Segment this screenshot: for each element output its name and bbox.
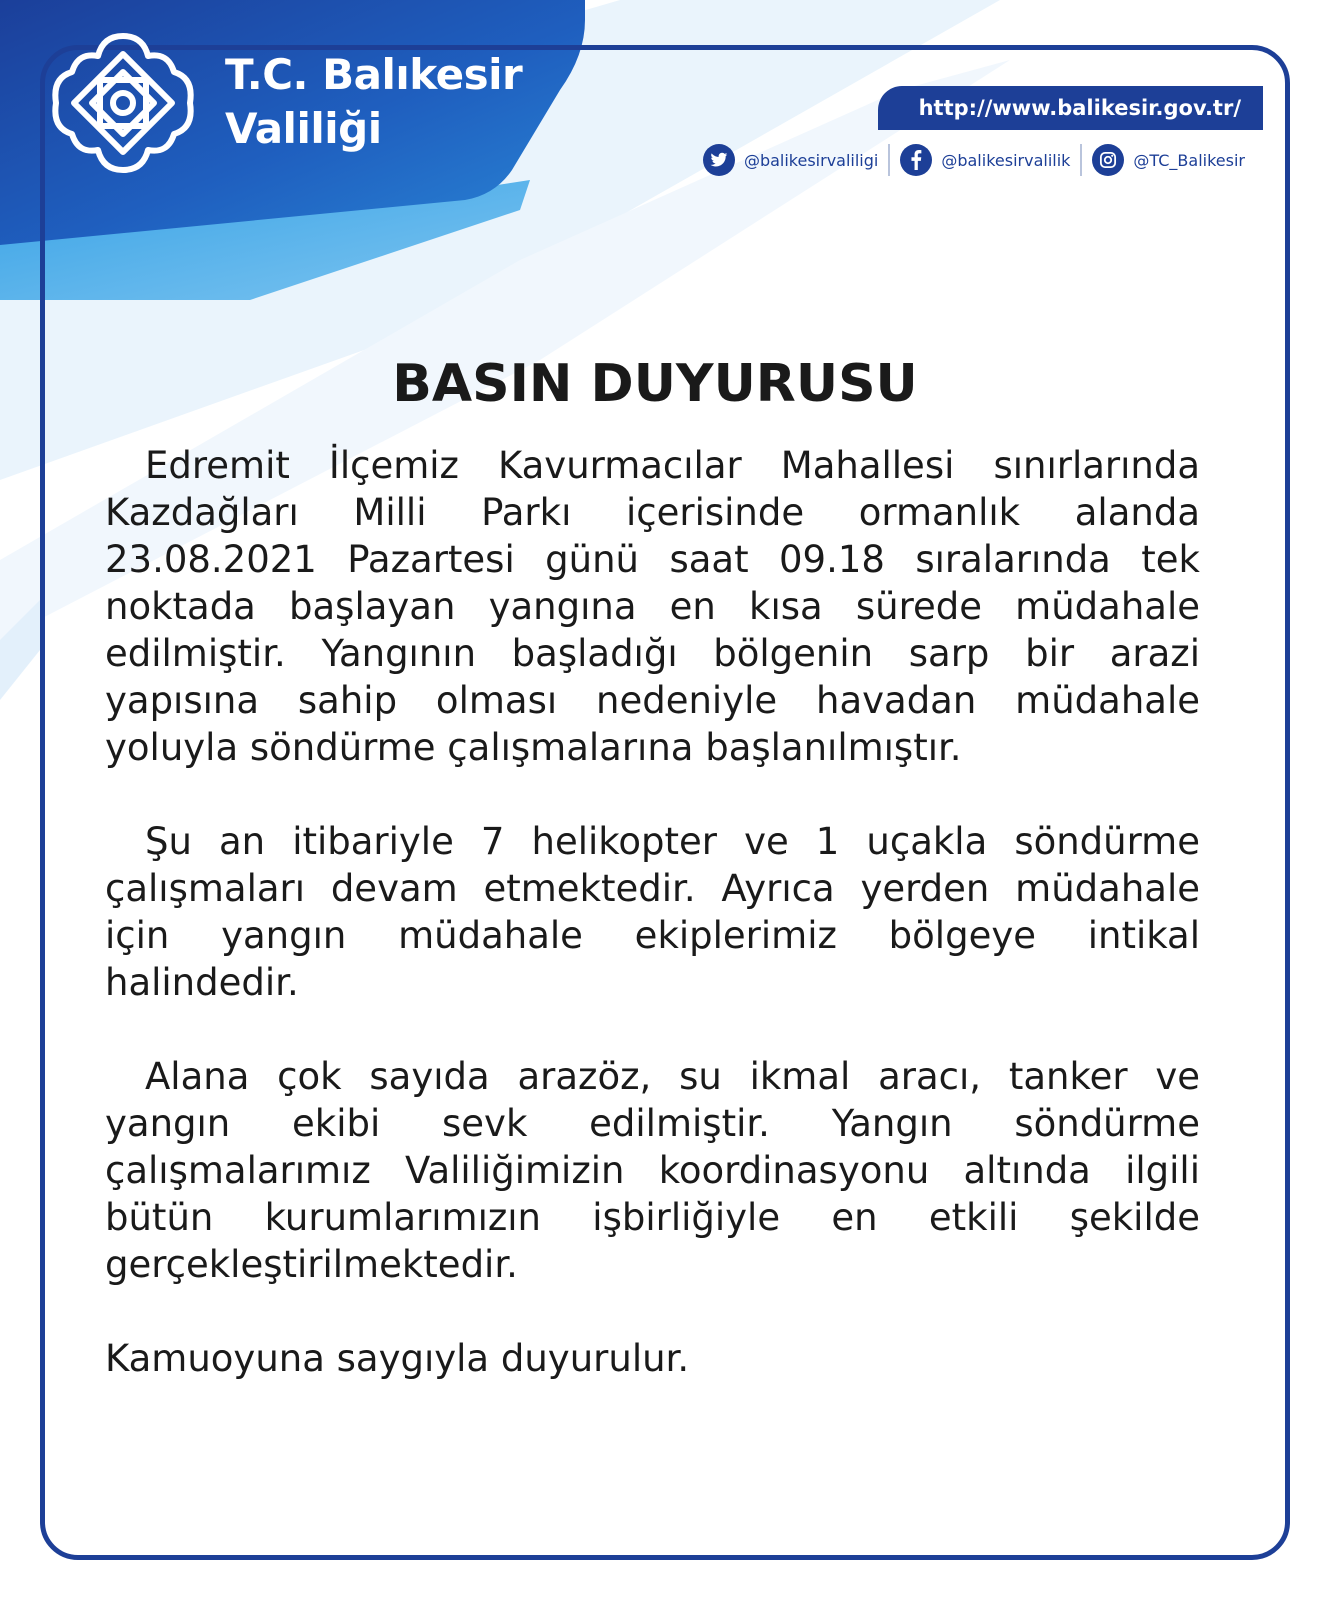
organization-name-line1: T.C. Balıkesir: [225, 50, 523, 99]
social-separator: [1080, 144, 1082, 176]
body-paragraph: Edremit İlçemiz Kavurmacılar Mahallesi sınırlarında Kazdağları Milli Parkı içerisinde ormanlık alanda 23.08.2021 Pazartesi günü saat 09.18 sıralarında tek noktada başlayan yangına en kısa sürede müdahale edilmiştir. Yangının başladığı bölgenin sarp bir arazi yapısına sahip olması nedeniyle havadan müdahale yoluyla söndürme çalışmalarına başlanılmıştır.: [105, 444, 1200, 769]
twitter-icon: [703, 144, 735, 176]
announcement-title: BASIN DUYURUSU: [392, 354, 918, 414]
facebook-icon: [900, 144, 932, 176]
facebook-handle: @balikesirvalilik: [941, 150, 1071, 170]
social-separator: [888, 144, 890, 176]
body-paragraph: Alana çok sayıda arazöz, su ikmal aracı, tanker ve yangın ekibi sevk edilmiştir. Yangın söndürme çalışmalarımız Valiliğimizin koordinasyonu altında ilgili bütün kurumlarımızın işbirliğiyle en etkili şekilde gerçekleştirilmektedir.: [105, 1055, 1200, 1286]
social-instagram[interactable]: [1092, 144, 1245, 176]
instagram-icon: [1092, 144, 1124, 176]
social-twitter[interactable]: [703, 144, 878, 176]
organization-name: [225, 48, 522, 156]
body-paragraph: Şu an itibariyle 7 helikopter ve 1 uçakla söndürme çalışmaları devam etmektedir. Ayrıca yerden müdahale için yangın müdahale ekiplerimiz bölgeye intikal halindedir.: [105, 820, 1200, 1004]
social-media-bar: [645, 140, 1245, 180]
social-facebook[interactable]: [900, 144, 1070, 176]
website-url-link[interactable]: http://www.balikesir.gov.tr/: [878, 86, 1263, 130]
balikesir-logo-icon: [48, 28, 198, 178]
twitter-handle: @balikesirvaliligi: [743, 150, 879, 170]
instagram-handle: @TC_Balikesir: [1133, 150, 1245, 170]
closing-statement: Kamuoyuna saygıyla duyurulur.: [105, 1337, 690, 1380]
announcement-body: [105, 442, 1200, 1382]
organization-name-line2: Valiliği: [225, 104, 382, 153]
